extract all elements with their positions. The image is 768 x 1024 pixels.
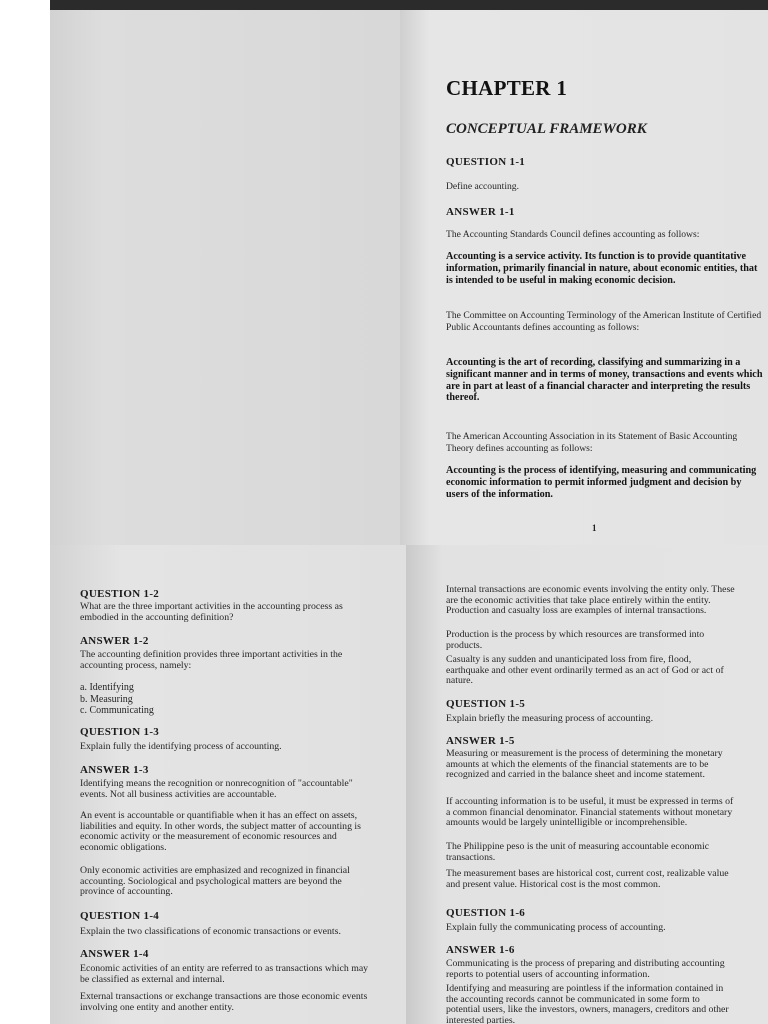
aaa-definition: Accounting is the process of identifying, measuring and communicating economic information to permit informed judgment and decision by users of the information. (446, 465, 757, 500)
question-1-6-text: Explain fully the communicating process of accounting. (446, 922, 666, 933)
top-edge-shadow (50, 0, 768, 10)
page-number: 1 (592, 523, 597, 533)
question-1-1-heading: QUESTION 1-1 (446, 156, 526, 168)
answer-1-4-text: Economic activities of an entity are referred to as transactions which may be classified as external and internal. (80, 963, 369, 985)
page-gap (0, 545, 50, 1024)
answer-1-4-heading: ANSWER 1-4 (80, 948, 149, 960)
aicpa-intro: The Committee on Accounting Terminology of the American Institute of Certified Public Accountants defines accounting as follows: (446, 310, 762, 333)
answer-1-1-intro: The Accounting Standards Council defines accounting as follows: (446, 229, 700, 240)
answer-1-6-pointless: Identifying and measuring are pointless if the information contained in the accounting records cannot be communicated in some form to potential users, like the investors, owners, managers, creditors and other interested parties. (446, 983, 729, 1024)
question-1-2-heading: QUESTION 1-2 (80, 588, 160, 600)
blank-left-page (50, 10, 400, 545)
question-1-4-heading: QUESTION 1-4 (80, 910, 160, 922)
answer-1-2-text: The accounting definition provides three important activities in the accounting process, namely: (80, 649, 343, 671)
question-1-1-text: Define accounting. (446, 181, 519, 192)
questions-right-page (406, 545, 768, 1024)
answer-1-4-external: External transactions or exchange transactions are those economic events involving one entity and another entity. (80, 991, 368, 1013)
question-1-4-text: Explain the two classifications of economic transactions or events. (80, 926, 341, 937)
questions-left-page (50, 545, 406, 1024)
question-1-2-text: What are the three important activities in the accounting process as embodied in the accounting definition? (80, 601, 343, 623)
answer-1-5-useful: If accounting information is to be useful, it must be expressed in terms of a common financial denominator. Financial statements without monetary amounts would be largely unintelligible or incomprehensible. (446, 796, 734, 829)
answer-1-3-heading: ANSWER 1-3 (80, 764, 149, 776)
internal-transactions: Internal transactions are economic events involving the entity only. These are the economic activities that take place entirely within the entity. Production and casualty loss are examples of internal transactions. (446, 584, 735, 617)
answer-1-5-heading: ANSWER 1-5 (446, 735, 515, 747)
list-item: c. Communicating (80, 705, 154, 716)
list-item: b. Measuring (80, 693, 133, 705)
question-1-5-text: Explain briefly the measuring process of accounting. (446, 713, 654, 724)
answer-1-5-bases: The measurement bases are historical cost, current cost, realizable value and present value. Historical cost is the most common. (446, 868, 729, 890)
answer-1-1-heading: ANSWER 1-1 (446, 206, 515, 218)
chapter-subtitle: CONCEPTUAL FRAMEWORK (446, 121, 647, 137)
answer-1-3-only: Only economic activities are emphasized and recognized in financial accounting. Sociological and psychological matters are beyond the province of accounting. (80, 865, 350, 898)
asc-definition: Accounting is a service activity. Its function is to provide quantitative information, primarily financial in nature, about economic entities, that is intended to be useful in making economic decision. (446, 251, 758, 286)
activities-list (80, 682, 370, 717)
answer-1-6-heading: ANSWER 1-6 (446, 944, 515, 956)
aicpa-definition: Accounting is the art of recording, classifying and summarizing in a significant manner and in terms of money, transactions and events which are in part at least of a financial character and interpreting the results thereof. (446, 357, 763, 404)
list-item: a. Identifying (80, 682, 134, 693)
answer-1-3-event: An event is accountable or quantifiable when it has an effect on assets, liabilities and equity. In other words, the subject matter of accounting is economic activity or the measurement of economic resources and economic obligations. (80, 810, 361, 853)
question-1-6-heading: QUESTION 1-6 (446, 907, 526, 919)
casualty-definition: Casualty is any sudden and unanticipated loss from fire, flood, earthquake and other event ordinarily termed as an act of God or act of nature. (446, 654, 724, 687)
answer-1-2-heading: ANSWER 1-2 (80, 635, 149, 647)
production-definition: Production is the process by which resources are transformed into products. (446, 629, 705, 651)
question-1-3-text: Explain fully the identifying process of accounting. (80, 741, 282, 752)
chapter-title: CHAPTER 1 (446, 76, 568, 100)
aaa-intro: The American Accounting Association in its Statement of Basic Accounting Theory defines accounting as follows: (446, 431, 738, 454)
question-1-3-heading: QUESTION 1-3 (80, 726, 160, 738)
answer-1-5-peso: The Philippine peso is the unit of measuring accountable economic transactions. (446, 841, 710, 863)
answer-1-5-text: Measuring or measurement is the process of determining the monetary amounts at which the elements of the financial statements are to be recognized and carried in the balance sheet and income statement. (446, 748, 723, 781)
answer-1-3-text: Identifying means the recognition or nonrecognition of "accountable" events. Not all business activities are accountable. (80, 778, 353, 800)
question-1-5-heading: QUESTION 1-5 (446, 698, 526, 710)
answer-1-6-text: Communicating is the process of preparing and distributing accounting reports to potential users of accounting information. (446, 958, 725, 980)
chapter-opening-page (400, 10, 768, 545)
